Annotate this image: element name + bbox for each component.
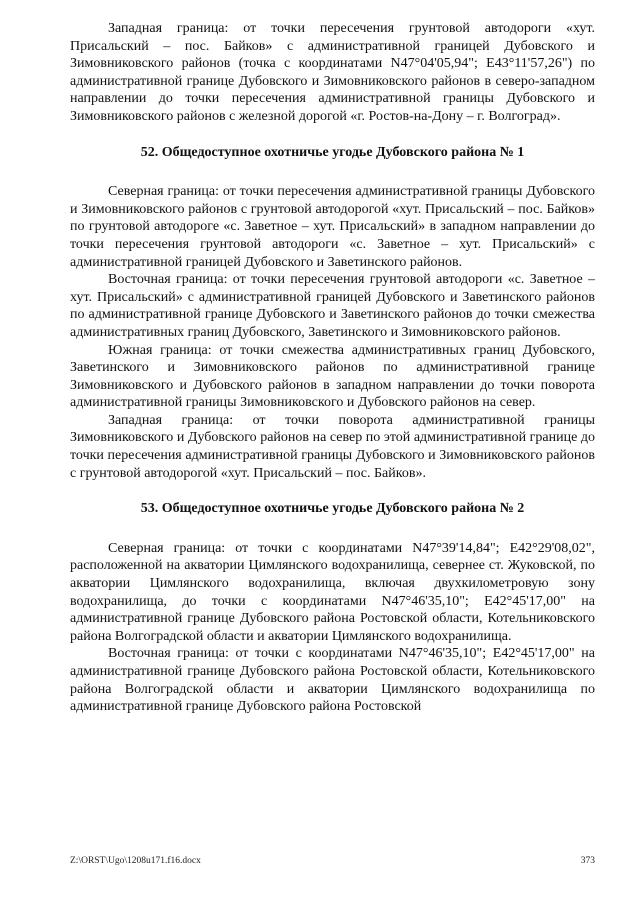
paragraph-north-boundary-52: Северная граница: от точки пересечения административной границы Дубовского и Зимовниковского районов с грунтовой автодорогой «хут. Присальский – пос. Байков» по грунтовой автодороге «с. Заветное – хут. Присальский» в западном направлении до точки пересечения грунтовой автодороги «с. Заветное – хут. Присальский» с административной границей Дубовского и Заветинского районов.: [70, 184, 595, 270]
document-page: [70, 20, 595, 716]
paragraph-west-boundary-52: Западная граница: от точки поворота административной границы Зимовниковского и Дубовского районов на север по этой административной границе до точки пересечения административной границы Дубовского и Зимовниковского районов с грунтовой автодорогой «хут. Присальский – пос. Байков».: [70, 412, 595, 481]
paragraph-east-boundary-52: Восточная граница: от точки пересечения грунтовой автодороги «с. Заветное – хут. Присальский» с административной границей Дубовского и Заветинского районов по административной границе Дубовского и Заветинского районов до точки смежества административных границ Дубовского, Заветинского и Зимовниковского районов.: [70, 272, 595, 340]
paragraph-south-boundary-52: Южная граница: от точки смежества административных границ Дубовского, Заветинского и Зимовниковского районов по административной границе Зимовниковского и Дубовского районов в западном направлении до точки поворота административной границы Зимовниковского и Дубовского районов на север.: [70, 342, 595, 411]
section-heading-53: 53. Общедоступное охотничье угодье Дубовского района № 2: [140, 501, 525, 517]
page-number: 373: [580, 856, 595, 866]
section-heading-52: 52. Общедоступное охотничье угодье Дубовского района № 1: [140, 144, 525, 160]
paragraph-east-boundary-53: Восточная граница: от точки с координатами N47°46'35,10"; E42°45'17,00" на административной границе Дубовского района Ростовской области, Котельниковского района Волгоградской области и акватории Цимлянского водохранилища по административной границе Дубовского района Ростовской: [70, 646, 595, 715]
paragraph-north-boundary-53: Северная граница: от точки с координатами N47°39'14,84"; E42°29'08,02", расположенной на акватории Цимлянского водохранилища, севернее ст. Жуковской, по акватории Цимлянского водохранилища, включая двухкилометровую зону водохранилища, до точки с координатами N47°46'35,10"; E42°45'17,00" на административной границе Дубовского района Ростовской области, Котельниковского района Волгоградской области и акватории Цимлянского водохранилища.: [70, 540, 595, 644]
file-path: Z:\ORST\Ugo\1208u171.f16.docx: [70, 856, 201, 866]
paragraph-west-boundary-51: Западная граница: от точки пересечения грунтовой автодороги «хут. Присальский – пос. Байков» с административной границей Дубовского и Зимовниковского районов (точка с координатами N47°04'05,94"; E43°11'57,26") по административной границе Дубовского и Зимовниковского районов в северо-западном направлении до точки пересечения административной границы Дубовского и Зимовниковского районов с железной дорогой «г. Ростов-на-Дону – г. Волгоград».: [70, 21, 595, 124]
